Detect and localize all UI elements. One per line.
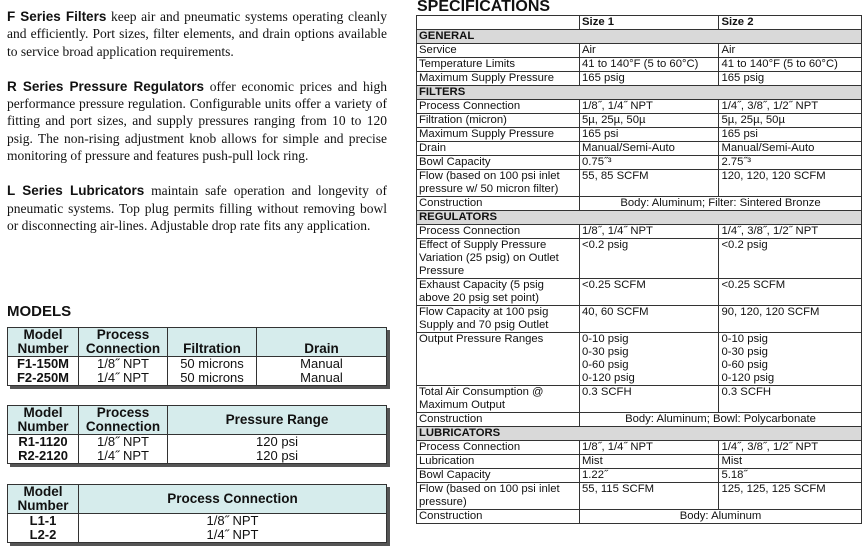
spec-row xyxy=(417,333,862,386)
table-row xyxy=(8,514,387,529)
size-1-value: 1/8˝, 1/4˝ NPT xyxy=(580,225,719,239)
drain: Manual xyxy=(257,357,387,372)
size-1-value: 165 psi xyxy=(580,128,719,142)
spec-combined-value: Body: Aluminum; Bowl: Polycarbonate xyxy=(580,413,862,427)
size-1-value: Manual/Semi-Auto xyxy=(580,142,719,156)
size-1-value: Air xyxy=(580,44,719,58)
spec-label: Output Pressure Ranges xyxy=(417,333,580,386)
size-2-value: <0.2 psig xyxy=(719,239,862,279)
size-1-value: Mist xyxy=(580,455,719,469)
spec-label: Total Air Consumption @ Maximum Output xyxy=(417,386,580,413)
lubricators-heading: L Series Lubricators xyxy=(7,183,145,199)
col-pressure-range: Pressure Range xyxy=(168,406,387,435)
spec-row xyxy=(417,469,862,483)
spec-header-blank xyxy=(417,16,580,30)
lubricators-models-table xyxy=(7,484,387,543)
models-title: MODELS xyxy=(7,303,72,320)
intro-text xyxy=(7,8,387,252)
size-1-value: 165 psig xyxy=(580,72,719,86)
regulators-models-table xyxy=(7,405,387,464)
model-number: R2-2120 xyxy=(8,449,79,464)
filters-description: keep air and pneumatic systems operating cleanly and efficiently. Port sizes, filter elements, and drain options available to service broad application requirements. xyxy=(7,9,388,59)
size-1-value: 1/8˝, 1/4˝ NPT xyxy=(580,441,719,455)
spec-row xyxy=(417,386,862,413)
table-row xyxy=(8,449,387,464)
size-2-value: 2.75˝³ xyxy=(719,156,862,170)
model-number: F1-150M xyxy=(8,357,79,372)
col-process-connection: Process Connection xyxy=(79,328,168,357)
size-2-value: Air xyxy=(719,44,862,58)
size-2-value: 1/4˝, 3/8˝, 1/2˝ NPT xyxy=(719,100,862,114)
spec-row xyxy=(417,58,862,72)
spec-label: Exhaust Capacity (5 psig above 20 psig set point) xyxy=(417,279,580,306)
size-2-value: 5µ, 25µ, 50µ xyxy=(719,114,862,128)
col-model-number: Model Number xyxy=(8,485,79,514)
spec-row xyxy=(417,483,862,510)
spec-row xyxy=(417,239,862,279)
drain: Manual xyxy=(257,371,387,386)
regulators-heading: R Series Pressure Regulators xyxy=(7,78,204,94)
spec-row xyxy=(417,72,862,86)
spec-label: Flow Capacity at 100 psig Supply and 70 psig Outlet xyxy=(417,306,580,333)
specifications-title: SPECIFICATIONS xyxy=(417,0,551,15)
spec-label: Construction xyxy=(417,197,580,211)
process-connection: 1/8˝ NPT xyxy=(79,514,387,529)
spec-label: Effect of Supply Pressure Variation (25 psig) on Outlet Pressure xyxy=(417,239,580,279)
size-1-value: <0.25 SCFM xyxy=(580,279,719,306)
spec-row xyxy=(417,114,862,128)
size-1-value: 0.75˝³ xyxy=(580,156,719,170)
spec-row xyxy=(417,455,862,469)
section-title: REGULATORS xyxy=(417,211,862,225)
spec-label: Bowl Capacity xyxy=(417,469,580,483)
spec-section-header xyxy=(417,427,862,441)
filtration: 50 microns xyxy=(168,357,257,372)
size-1-value: 0.3 SCFH xyxy=(580,386,719,413)
size-1-value: 5µ, 25µ, 50µ xyxy=(580,114,719,128)
spec-label: Filtration (micron) xyxy=(417,114,580,128)
col-filtration: Filtration xyxy=(168,328,257,357)
pressure-range: 120 psi xyxy=(168,449,387,464)
process-connection: 1/4˝ NPT xyxy=(79,528,387,543)
spec-row xyxy=(417,279,862,306)
size-2-value: <0.25 SCFM xyxy=(719,279,862,306)
model-number: L2-2 xyxy=(8,528,79,543)
intro-paragraph-regulators xyxy=(7,78,387,164)
size-1-value: 55, 115 SCFM xyxy=(580,483,719,510)
process-connection: 1/4˝ NPT xyxy=(79,371,168,386)
spec-combined-value: Body: Aluminum xyxy=(580,510,862,524)
col-model-number: Model Number xyxy=(8,328,79,357)
process-connection: 1/4˝ NPT xyxy=(79,449,168,464)
size-2-value: 165 psig xyxy=(719,72,862,86)
spec-row xyxy=(417,44,862,58)
size-1-value: 0-10 psig 0-30 psig 0-60 psig 0-120 psig xyxy=(580,333,719,386)
spec-combined-value: Body: Aluminum; Filter: Sintered Bronze xyxy=(580,197,862,211)
process-connection: 1/8˝ NPT xyxy=(79,435,168,450)
section-title: LUBRICATORS xyxy=(417,427,862,441)
model-number: R1-1120 xyxy=(8,435,79,450)
size-2-value: 0-10 psig 0-30 psig 0-60 psig 0-120 psig xyxy=(719,333,862,386)
size-2-value: 120, 120, 120 SCFM xyxy=(719,170,862,197)
col-drain: Drain xyxy=(257,328,387,357)
spec-row xyxy=(417,413,862,427)
table-row xyxy=(8,528,387,543)
size-1-header: Size 1 xyxy=(580,16,719,30)
section-title: FILTERS xyxy=(417,86,862,100)
pressure-range: 120 psi xyxy=(168,435,387,450)
spec-label: Process Connection xyxy=(417,100,580,114)
table-row xyxy=(8,357,387,372)
process-connection: 1/8˝ NPT xyxy=(79,357,168,372)
model-number: F2-250M xyxy=(8,371,79,386)
model-number: L1-1 xyxy=(8,514,79,529)
size-2-value: Manual/Semi-Auto xyxy=(719,142,862,156)
size-1-value: 41 to 140°F (5 to 60°C) xyxy=(580,58,719,72)
spec-label: Process Connection xyxy=(417,225,580,239)
spec-section-header xyxy=(417,211,862,225)
spec-label: Lubrication xyxy=(417,455,580,469)
spec-row xyxy=(417,156,862,170)
size-1-value: 1.22˝ xyxy=(580,469,719,483)
size-2-value: 41 to 140°F (5 to 60°C) xyxy=(719,58,862,72)
spec-label: Maximum Supply Pressure xyxy=(417,128,580,142)
spec-row xyxy=(417,100,862,114)
spec-row xyxy=(417,225,862,239)
spec-label: Process Connection xyxy=(417,441,580,455)
col-model-number: Model Number xyxy=(8,406,79,435)
spec-row xyxy=(417,510,862,524)
size-1-value: <0.2 psig xyxy=(580,239,719,279)
filtration: 50 microns xyxy=(168,371,257,386)
spec-row xyxy=(417,170,862,197)
spec-label: Flow (based on 100 psi inlet pressure w/ 50 micron filter) xyxy=(417,170,580,197)
spec-row xyxy=(417,197,862,211)
size-2-value: 125, 125, 125 SCFM xyxy=(719,483,862,510)
size-2-value: 90, 120, 120 SCFM xyxy=(719,306,862,333)
spec-section-header xyxy=(417,86,862,100)
size-1-value: 40, 60 SCFM xyxy=(580,306,719,333)
intro-paragraph-lubricators xyxy=(7,182,387,234)
spec-label: Drain xyxy=(417,142,580,156)
spec-label: Bowl Capacity xyxy=(417,156,580,170)
size-2-value: Mist xyxy=(719,455,862,469)
size-2-value: 1/4˝, 3/8˝, 1/2˝ NPT xyxy=(719,225,862,239)
table-row xyxy=(8,371,387,386)
spec-row xyxy=(417,128,862,142)
spec-header-row xyxy=(417,16,862,30)
spec-section-header xyxy=(417,30,862,44)
spec-row xyxy=(417,306,862,333)
col-process-connection: Process Connection xyxy=(79,485,387,514)
size-2-value: 1/4˝, 3/8˝, 1/2˝ NPT xyxy=(719,441,862,455)
spec-row xyxy=(417,142,862,156)
size-2-value: 165 psi xyxy=(719,128,862,142)
regulators-description: offer economic prices and high performance pressure regulation. Configurable units offer a variety of fitting and port sizes, and supply pressures ranging from 10 to 120 psig. The non-rising adjustment knob allows for simple and precise monitoring of pressure and features push-pull lock ring. xyxy=(7,78,387,164)
spec-label: Temperature Limits xyxy=(417,58,580,72)
size-2-value: 0.3 SCFH xyxy=(719,386,862,413)
lubricators-description: maintain safe operation and longevity of pneumatic systems. Top plug permits filling without removing bowl or disconnecting air-lines. Adjustable drop rate fits any application. xyxy=(7,183,387,233)
size-2-header: Size 2 xyxy=(719,16,862,30)
col-process-connection: Process Connection xyxy=(79,406,168,435)
table-row xyxy=(8,435,387,450)
spec-label: Maximum Supply Pressure xyxy=(417,72,580,86)
size-2-value: 5.18˝ xyxy=(719,469,862,483)
intro-paragraph-filters xyxy=(7,8,387,60)
size-1-value: 1/8˝, 1/4˝ NPT xyxy=(580,100,719,114)
filters-models-table xyxy=(7,327,387,386)
section-title: GENERAL xyxy=(417,30,862,44)
spec-label: Service xyxy=(417,44,580,58)
spec-label: Flow (based on 100 psi inlet pressure) xyxy=(417,483,580,510)
filters-heading: F Series Filters xyxy=(7,9,107,24)
spec-label: Construction xyxy=(417,510,580,524)
spec-label: Construction xyxy=(417,413,580,427)
spec-row xyxy=(417,441,862,455)
specifications-table xyxy=(416,15,862,524)
size-1-value: 55, 85 SCFM xyxy=(580,170,719,197)
